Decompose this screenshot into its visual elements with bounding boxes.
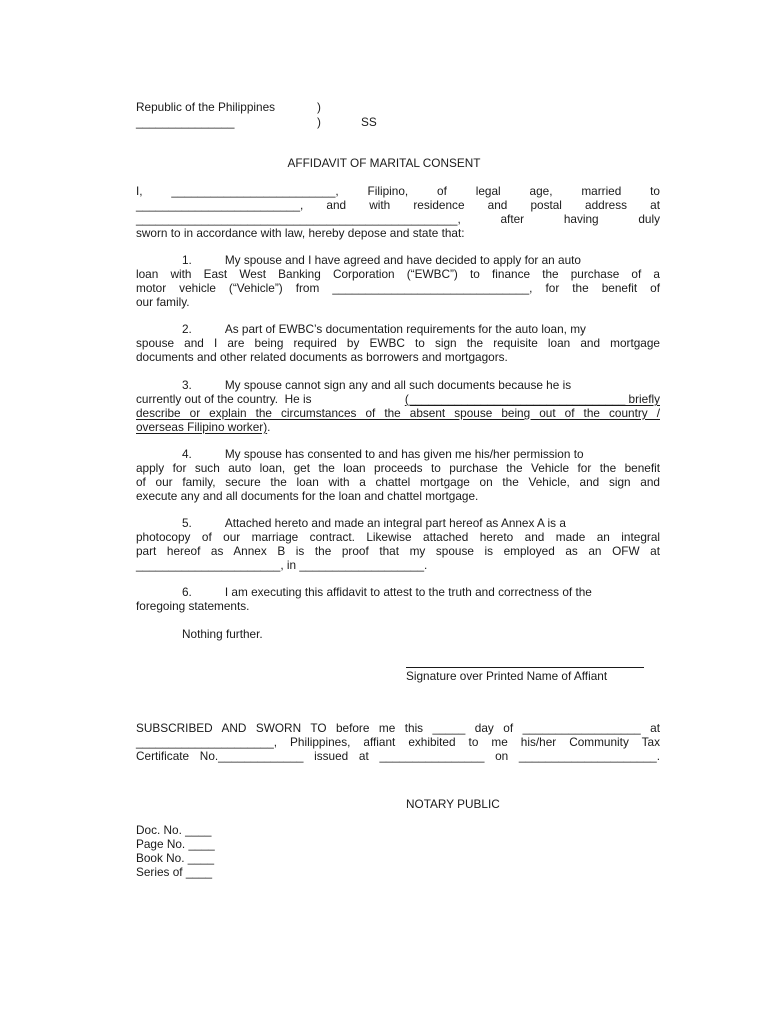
docket-doc-no: Doc. No. ____: [136, 823, 212, 837]
docket-book-no: Book No. ____: [136, 850, 215, 865]
intro-paragraph: [136, 185, 660, 241]
paragraph-1: [136, 254, 660, 310]
paragraph-line: My spouse cannot sign any and all such documents because he is: [224, 378, 572, 392]
paragraph-line: part hereof as Annex B is the proof that my spouse is employed as an OFW at: [136, 543, 660, 558]
spouse-circumstance-blank: (_________________________________ briefly: [404, 391, 660, 406]
document-title: AFFIDAVIT OF MARITAL CONSENT: [287, 156, 481, 170]
paragraph-line: of our family, secure the loan with a chattel mortgage on the Vehicle, and sign and: [136, 474, 660, 489]
paragraph-line: Attached hereto and made an integral part hereof as Annex A is a: [224, 516, 566, 530]
signature-label: Signature over Printed Name of Affiant: [406, 669, 608, 683]
venue-ss: SS: [361, 115, 377, 129]
venue-paren-1: ): [317, 100, 321, 114]
docket-series: Series of ____: [136, 864, 213, 879]
jurat-line: _____________________, Philippines, affiant exhibited to me his/her Community Tax: [136, 734, 660, 749]
paragraph-line: spouse and I are being required by EWBC to sign the requisite loan and mortgage: [136, 335, 660, 350]
paragraph-number: 2.: [182, 322, 192, 336]
paragraph-4: [136, 448, 660, 504]
paragraph-6: [136, 586, 660, 614]
paragraph-line: describe or explain the circumstances of the absent spouse being out of the country /: [136, 405, 660, 420]
paragraph-line: apply for such auto loan, get the loan proceeds to purchase the Vehicle for the benefit: [136, 460, 660, 475]
paragraph-3: [136, 379, 660, 435]
paragraph-line: currently out of the country. He is: [136, 391, 315, 406]
paragraph-number: 5.: [182, 516, 192, 530]
paragraph-line: our family.: [136, 294, 190, 309]
nothing-further: Nothing further.: [182, 627, 263, 641]
intro-line: I, _________________________, Filipino, of legal age, married to: [136, 184, 660, 198]
paragraph-line: As part of EWBC’s documentation requirements for the auto loan, my: [224, 322, 586, 336]
paragraph-line: My spouse and I have agreed and have decided to apply for an auto: [224, 253, 581, 267]
paragraph-line: documents and other related documents as borrowers and mortgagors.: [136, 349, 508, 364]
venue-blank: _______________: [136, 115, 235, 129]
docket-page-no: Page No. ____: [136, 836, 215, 851]
signature-line: [406, 667, 644, 668]
paragraph-line: photocopy of our marriage contract. Likewise attached hereto and made an integral: [136, 529, 660, 544]
paragraph-number: 4.: [182, 447, 192, 461]
paragraph-line: execute any and all documents for the loan and chattel mortgage.: [136, 488, 479, 503]
venue-republic: Republic of the Philippines: [136, 100, 276, 114]
docket-block: [136, 824, 336, 880]
paragraph-2: [136, 323, 660, 365]
paragraph-number: 6.: [182, 585, 192, 599]
jurat-line: Certificate No._____________ issued at ________________ on _____________________.: [136, 748, 660, 763]
intro-line: sworn to in accordance with law, hereby depose and state that:: [136, 225, 465, 240]
paragraph-5: [136, 517, 660, 573]
paragraph-number: 1.: [182, 253, 192, 267]
paragraph-line: ______________________, in ___________________.: [136, 557, 428, 572]
jurat-paragraph: [136, 722, 660, 764]
paragraph-line: loan with East West Banking Corporation (“EWBC”) to finance the purchase of a: [136, 266, 660, 281]
venue-paren-2: ): [317, 115, 321, 129]
paragraph-line: motor vehicle (“Vehicle”) from ______________________________, for the benefit of: [136, 280, 660, 295]
paragraph-line: I am executing this affidavit to attest to the truth and correctness of the: [224, 585, 592, 599]
paragraph-number: 3.: [182, 378, 192, 392]
intro-line: _________________________________________________, after having duly: [136, 211, 660, 226]
notary-public-label: NOTARY PUBLIC: [406, 797, 500, 811]
paragraph-line: My spouse has consented to and has given me his/her permission to: [224, 447, 584, 461]
paragraph-line: overseas Filipino worker): [136, 419, 268, 434]
intro-line: _________________________, and with residence and postal address at: [136, 197, 660, 212]
jurat-line: SUBSCRIBED AND SWORN TO before me this _____ day of __________________ at: [136, 721, 660, 735]
paragraph-line: foregoing statements.: [136, 598, 250, 613]
paragraph-period: .: [267, 419, 271, 434]
